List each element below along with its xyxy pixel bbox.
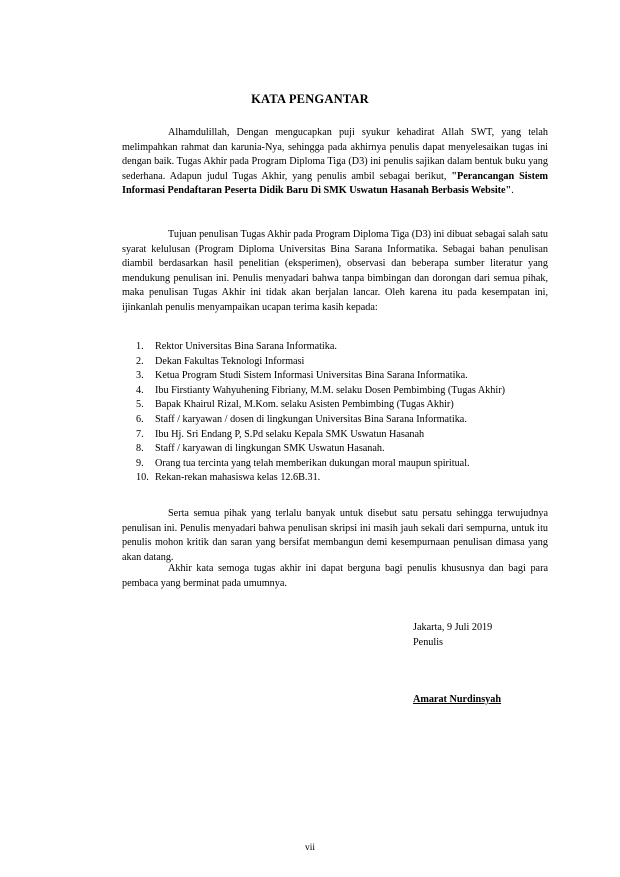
closing-text: Akhir kata semoga tugas akhir ini dapat berguna bagi penulis khususnya dan bagi para pembaca yang berminat pada umumnya. bbox=[122, 563, 548, 589]
list-item bbox=[122, 471, 548, 486]
list-text: Ibu Firstianty Wahyuhening Fibriany, M.M. selaku Dosen Pembimbing (Tugas Akhir) bbox=[155, 384, 505, 396]
list-item bbox=[122, 442, 548, 457]
list-number: 4. bbox=[136, 384, 144, 396]
list-text: Ibu Hj. Sri Endang P, S.Pd selaku Kepala SMK Uswatun Hasanah bbox=[155, 428, 425, 440]
list-item bbox=[122, 340, 548, 355]
list-number: 5. bbox=[136, 399, 144, 411]
intro-paragraph bbox=[122, 126, 548, 199]
list-item bbox=[122, 457, 548, 472]
list-item bbox=[122, 413, 548, 428]
author-name: Amarat Nurdinsyah bbox=[413, 694, 502, 705]
purpose-text: Tujuan penulisan Tugas Akhir pada Program Diploma Tiga (D3) ini dibuat sebagai salah satu syarat kelulusan (Program Diploma Universitas Bina Sarana Informatika. Sebagai bahan penulisan diambil berdasarkan hasil penelitian (eksperimen), observasi dan beberapa sumber literatur yang mendukung penulisan ini. Penulis menyadari bahwa tanpa bimbingan dan dorongan dari semua pihak, maka penulisan Tugas Akhir ini tidak akan berjalan lancar. Oleh karena itu pada kesempatan ini, ijinkanlah penulis menyampaikan ucapan terima kasih kepada: bbox=[122, 229, 548, 313]
list-number: 9. bbox=[136, 457, 144, 469]
list-number: 2. bbox=[136, 355, 144, 367]
list-item bbox=[122, 384, 548, 399]
acknowledgement-paragraph bbox=[122, 507, 548, 565]
list-number: 1. bbox=[136, 341, 144, 352]
list-item bbox=[122, 398, 548, 413]
author-role: Penulis bbox=[413, 637, 444, 648]
list-number: 6. bbox=[136, 413, 144, 425]
list-text: Orang tua tercinta yang telah memberikan dukungan moral maupun spiritual. bbox=[155, 457, 470, 469]
list-number: 8. bbox=[136, 443, 144, 455]
thesis-title: "Perancangan Sistem Informasi Pendaftaran Peserta Didik Baru Di SMK Uswatun Hasanah Berbasis Website" bbox=[122, 170, 548, 197]
list-item bbox=[122, 369, 548, 384]
list-number: 10. bbox=[136, 472, 149, 484]
list-text: Ketua Program Studi Sistem Informasi Universitas Bina Sarana Informatika. bbox=[155, 370, 468, 382]
place-date: Jakarta, 9 Juli 2019 bbox=[413, 622, 493, 633]
list-text: Rekan-rekan mahasiswa kelas 12.6B.31. bbox=[155, 472, 321, 484]
purpose-paragraph bbox=[122, 228, 548, 316]
list-text: Bapak Khairul Rizal, M.Kom. selaku Asisten Pembimbing (Tugas Akhir) bbox=[155, 399, 454, 411]
thanks-list bbox=[122, 340, 548, 486]
page-number: vii bbox=[304, 843, 316, 853]
intro-text: Alhamdulillah, Dengan mengucapkan puji syukur kehadirat Allah SWT, yang telah melimpahkan rahmat dan karunia-Nya, sehingga pada akhirnya penulis dapat menyelesaikan tugas ini dengan baik. Tugas Akhir pada Program Diploma Tiga (D3) ini penulis sajikan dalam bentuk buku yang sederhana. Adapun judul Tugas Akhir, yang penulis ambil sebagai berikut, bbox=[122, 127, 548, 182]
list-text: Rektor Universitas Bina Sarana Informatika. bbox=[155, 341, 337, 352]
closing-paragraph bbox=[122, 562, 548, 591]
list-item bbox=[122, 355, 548, 370]
acknowledgement-text: Serta semua pihak yang terlalu banyak untuk disebut satu persatu sehingga terwujudnya penulisan ini. Penulis menyadari bahwa penulisan skripsi ini masih jauh sekali dari sempurna, untuk itu penulis mohon kritik dan saran yang bersifat membangun demi kesempurnaan penulisan dimasa yang akan datang. bbox=[122, 508, 548, 563]
list-text: Staff / karyawan di lingkungan SMK Uswatun Hasanah. bbox=[155, 443, 385, 455]
intro-end: . bbox=[511, 185, 514, 197]
page-title: KATA PENGANTAR bbox=[251, 92, 369, 106]
list-text: Staff / karyawan / dosen di lingkungan Universitas Bina Sarana Informatika. bbox=[155, 413, 467, 425]
list-number: 3. bbox=[136, 370, 144, 382]
list-number: 7. bbox=[136, 428, 144, 440]
list-item bbox=[122, 428, 548, 443]
list-text: Dekan Fakultas Teknologi Informasi bbox=[155, 355, 305, 367]
